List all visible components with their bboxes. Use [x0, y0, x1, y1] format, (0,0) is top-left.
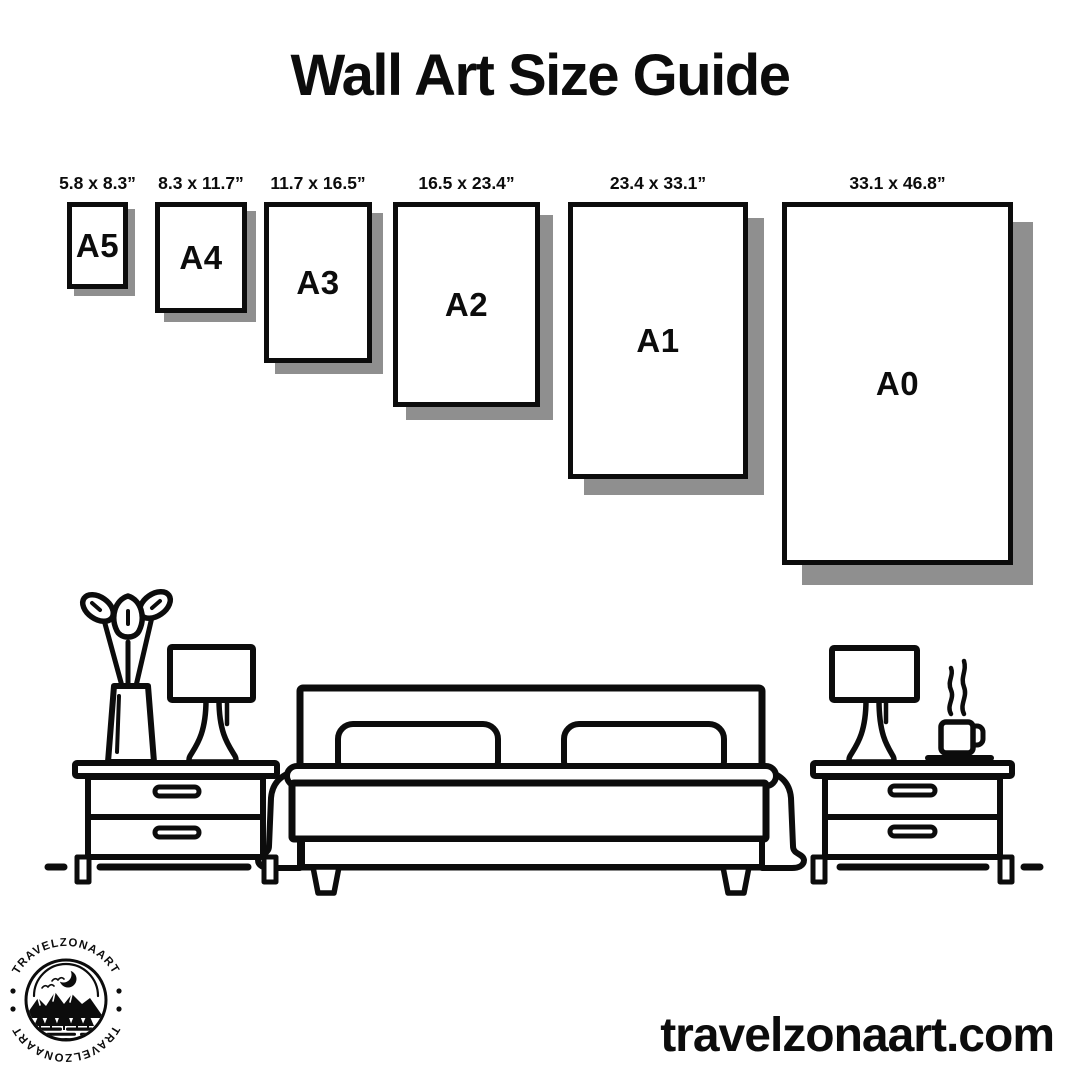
- size-box-a1: [568, 202, 748, 479]
- page-title: Wall Art Size Guide: [290, 43, 790, 108]
- logo-text-top: TRAVELZONAART: [10, 936, 122, 977]
- table-lamp-left-icon: [170, 647, 253, 762]
- size-group-a1: [568, 173, 748, 479]
- size-box-a2: [393, 202, 540, 407]
- steam-icon: [949, 668, 952, 714]
- size-group-a5: [59, 173, 136, 289]
- bed-foot-right-icon: [723, 867, 749, 893]
- bed-icon: [258, 688, 804, 893]
- size-code-a0: A0: [875, 364, 920, 402]
- coffee-cup-icon: [928, 661, 991, 758]
- bedroom-scene-illustration: [0, 580, 1080, 910]
- mattress-icon: [292, 783, 766, 839]
- size-label-a2: 16.5 x 23.4”: [418, 173, 515, 193]
- size-group-a2: [393, 173, 540, 407]
- size-code-a5: A5: [75, 226, 120, 264]
- drawer-handle-icon: [155, 787, 199, 796]
- size-box-a5: [67, 202, 128, 289]
- size-box-a3: [264, 202, 372, 363]
- drawer-handle-icon: [890, 786, 935, 795]
- size-label-a0: 33.1 x 46.8”: [849, 173, 946, 193]
- bed-foot-left-icon: [313, 867, 339, 893]
- size-code-a3: A3: [296, 263, 340, 301]
- size-code-a1: A1: [636, 321, 680, 359]
- size-group-a0: [782, 173, 1013, 565]
- size-label-a4: 8.3 x 11.7”: [158, 173, 244, 193]
- drawer-handle-icon: [155, 828, 199, 837]
- drawer-handle-icon: [890, 827, 935, 836]
- size-label-a5: 5.8 x 8.3”: [59, 173, 136, 193]
- size-code-a2: A2: [444, 285, 489, 323]
- size-code-a4: A4: [179, 238, 223, 276]
- steam-icon: [962, 661, 965, 714]
- size-label-a3: 11.7 x 16.5”: [270, 173, 366, 193]
- table-lamp-right-icon: [832, 648, 917, 762]
- plant-icon: [78, 586, 175, 762]
- size-label-a1: 23.4 x 33.1”: [609, 173, 707, 193]
- size-box-a0: [782, 202, 1013, 565]
- brand-logo: [0, 934, 134, 1068]
- size-group-a3: [264, 173, 372, 363]
- logo-text-bottom: TRAVELZONAART: [10, 1023, 122, 1064]
- website-url: travelzonaart.com: [660, 1009, 1054, 1062]
- bed-frame-icon: [302, 839, 762, 867]
- vase-icon: [108, 686, 154, 762]
- size-box-a4: [155, 202, 247, 313]
- size-group-a4: [155, 173, 247, 313]
